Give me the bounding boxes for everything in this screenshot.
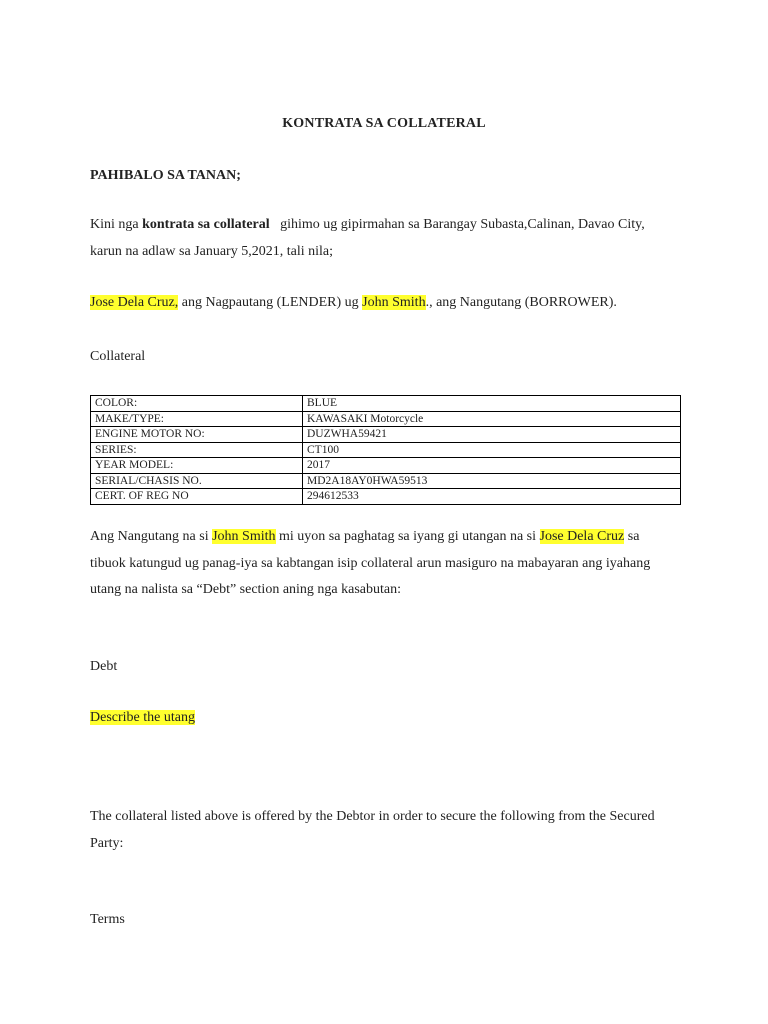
table-row	[91, 473, 681, 489]
terms-heading: Terms	[90, 912, 125, 927]
borrower-role: ., ang Nangutang (BORROWER).	[425, 295, 617, 310]
table-row	[91, 458, 681, 474]
intro-pre: Kini nga	[90, 217, 143, 232]
table-cell-value: CT100	[303, 442, 681, 458]
table-row	[91, 427, 681, 443]
table-cell-label: MAKE/TYPE:	[91, 411, 303, 427]
table-row	[91, 396, 681, 412]
debt-placeholder: Describe the utang	[90, 710, 195, 725]
collateral-heading: Collateral	[90, 349, 146, 364]
table-cell-value: DUZWHA59421	[303, 427, 681, 443]
debt-heading: Debt	[90, 659, 118, 674]
agreement-part1: Ang Nangutang na si	[90, 529, 213, 544]
table-row	[91, 442, 681, 458]
borrower-name: John Smith	[212, 529, 276, 544]
table-cell-label: SERIES:	[91, 442, 303, 458]
table-row	[91, 411, 681, 427]
intro-bold-term: kontrata sa collateral	[142, 217, 270, 232]
table-cell-value: 294612533	[303, 489, 681, 505]
table-cell-label: YEAR MODEL:	[91, 458, 303, 474]
collateral-table-body	[91, 396, 681, 505]
table-cell-value: BLUE	[303, 396, 681, 412]
table-row	[91, 489, 681, 505]
lender-role: ang Nagpautang (LENDER) ug	[178, 295, 363, 310]
table-cell-label: SERIAL/CHASIS NO.	[91, 473, 303, 489]
offer-paragraph: The collateral listed above is offered by the Debtor in order to secure the following from the Secured Party:	[90, 809, 655, 851]
lender-name: Jose Dela Cruz,	[90, 295, 179, 310]
table-cell-value: MD2A18AY0HWA59513	[303, 473, 681, 489]
debt-description	[90, 705, 675, 732]
agreement-part3: sa tibuok katungud ug panag-iya sa kabtangan isip collateral arun masiguro na mabayaran ang iyahang utang na nalista sa “Debt” section aning nga kasabutan:	[90, 529, 651, 597]
table-cell-label: CERT. OF REG NO	[91, 489, 303, 505]
parties-paragraph	[90, 290, 690, 317]
table-cell-value: KAWASAKI Motorcycle	[303, 411, 681, 427]
document-title: KONTRATA SA COLLATERAL	[282, 116, 486, 131]
collateral-table	[90, 395, 681, 505]
table-cell-label: ENGINE MOTOR NO:	[91, 427, 303, 443]
table-cell-label: COLOR:	[91, 396, 303, 412]
agreement-part2: mi uyon sa paghatag sa iyang gi utangan na si	[275, 529, 540, 544]
lender-name: Jose Dela Cruz	[539, 529, 625, 544]
agreement-paragraph	[90, 524, 675, 604]
intro-paragraph	[90, 212, 675, 265]
table-cell-value: 2017	[303, 458, 681, 474]
intro-post: gihimo ug gipirmahan sa Barangay Subasta,Calinan, Davao City, karun na adlaw sa January 5,2021, tali nila;	[90, 217, 645, 259]
salutation: PAHIBALO SA TANAN;	[90, 168, 241, 183]
borrower-name: John Smith	[362, 295, 426, 310]
